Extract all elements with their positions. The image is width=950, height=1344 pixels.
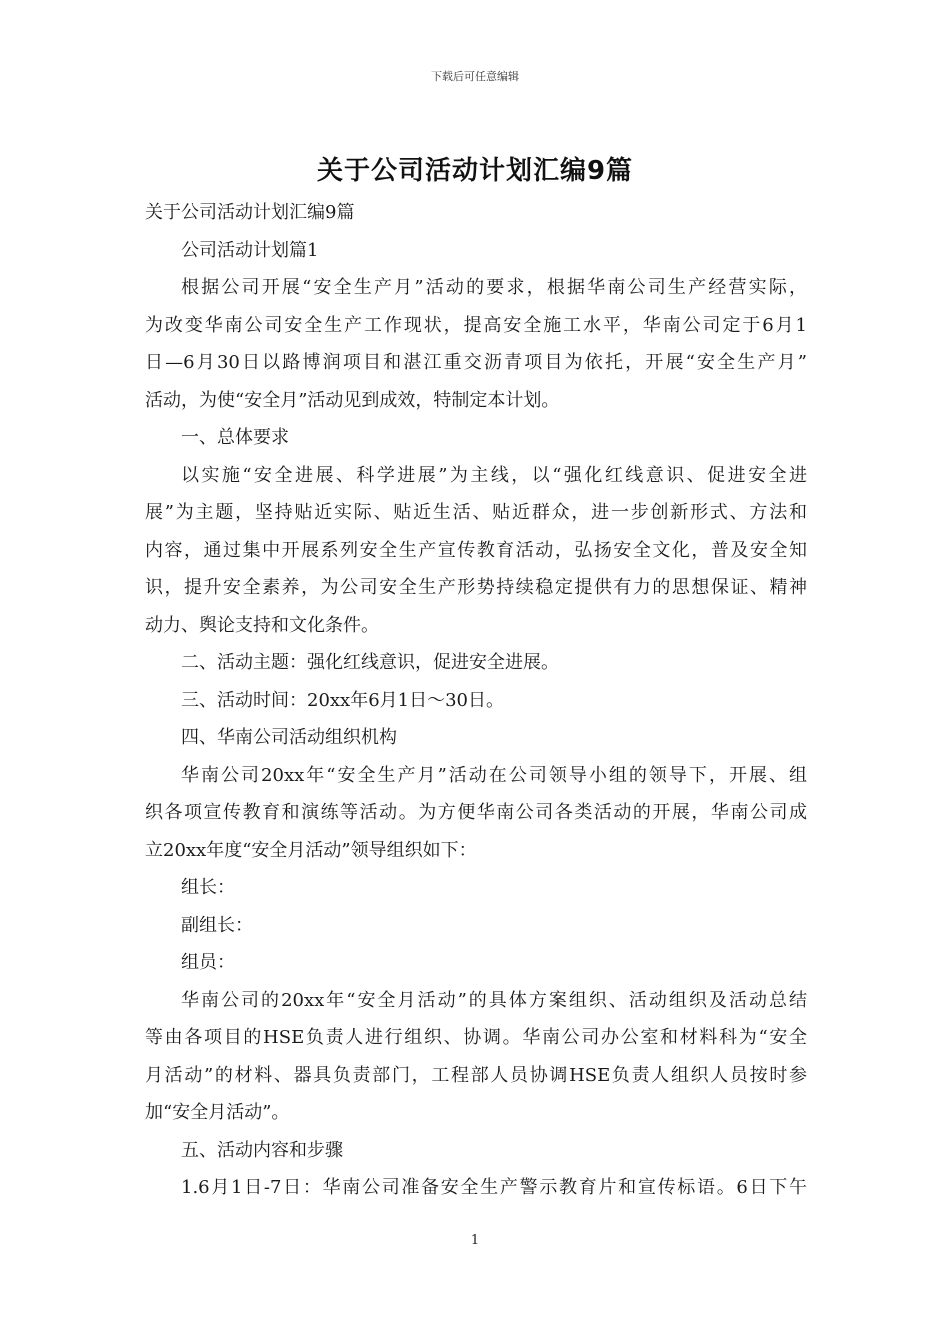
paragraph-line: 华南公司20xx年“安全生产月”活动在公司领导小组的领导下，开展、组 — [181, 764, 807, 786]
document-title: 关于公司活动计划汇编9篇 — [316, 156, 634, 186]
paragraph-line: 日—6月30日以路博润项目和湛江重交沥青项目为依托，开展“安全生产月” — [145, 352, 807, 373]
paragraph-line: 展”为主题，坚持贴近实际、贴近生活、贴近群众，进一步创新形式、方法和 — [145, 502, 807, 523]
paragraph-line: 根据公司开展“安全生产月”活动的要求，根据华南公司生产经营实际， — [181, 277, 807, 298]
paragraph-line: 活动，为使“安全月”活动见到成效，特制定本计划。 — [145, 389, 560, 411]
paragraph-line: 加“安全月活动”。 — [145, 1102, 290, 1123]
section-heading: 五、活动内容和步骤 — [181, 1139, 343, 1161]
paragraph-line: 内容，通过集中开展系列安全生产宣传教育活动，弘扬安全文化，普及安全知 — [145, 539, 807, 561]
paragraph-line: 识，提升安全素养，为公司安全生产形势持续稳定提供有力的思想保证、精神 — [145, 577, 807, 598]
paragraph-line: 动力、舆论支持和文化条件。 — [145, 614, 379, 636]
paragraph-line: 为改变华南公司安全生产工作现状，提高安全施工水平，华南公司定于6月1 — [145, 314, 807, 336]
paragraph-line: 月活动”的材料、器具负责部门，工程部人员协调HSE负责人组织人员按时参 — [145, 1064, 807, 1086]
paragraph-line: 以实施“安全进展、科学进展”为主线，以“强化红线意识、促进安全进 — [181, 464, 807, 486]
section-heading: 四、华南公司活动组织机构 — [181, 727, 397, 748]
document-body — [145, 194, 807, 1207]
header-note: 下载后可任意编辑 — [431, 70, 519, 83]
page-number: 1 — [470, 1233, 480, 1248]
paragraph-line: 织各项宣传教育和演练等活动。为方便华南公司各类活动的开展，华南公司成 — [145, 802, 807, 823]
section-heading: 公司活动计划篇1 — [181, 239, 319, 261]
section-heading: 一、总体要求 — [181, 427, 289, 448]
subtitle-line: 关于公司活动计划汇编9篇 — [145, 202, 355, 223]
paragraph-line: 华南公司的20xx年“安全月活动”的具体方案组织、活动组织及活动总结 — [181, 989, 807, 1011]
list-item: 组长： — [181, 877, 235, 898]
list-item: 组员： — [181, 952, 235, 973]
section-heading: 三、活动时间：20xx年6月1日～30日。 — [181, 689, 505, 711]
paragraph-line: 立20xx年度“安全月活动”领导组织如下： — [145, 839, 477, 861]
paragraph-line: 1.6月1日-7日：华南公司准备安全生产警示教育片和宣传标语。6日下午 — [181, 1177, 807, 1198]
section-heading: 二、活动主题：强化红线意识，促进安全进展。 — [181, 652, 559, 673]
paragraph-line: 等由各项目的HSE负责人进行组织、协调。华南公司办公室和材料科为“安全 — [145, 1027, 807, 1048]
list-item: 副组长： — [181, 914, 253, 936]
